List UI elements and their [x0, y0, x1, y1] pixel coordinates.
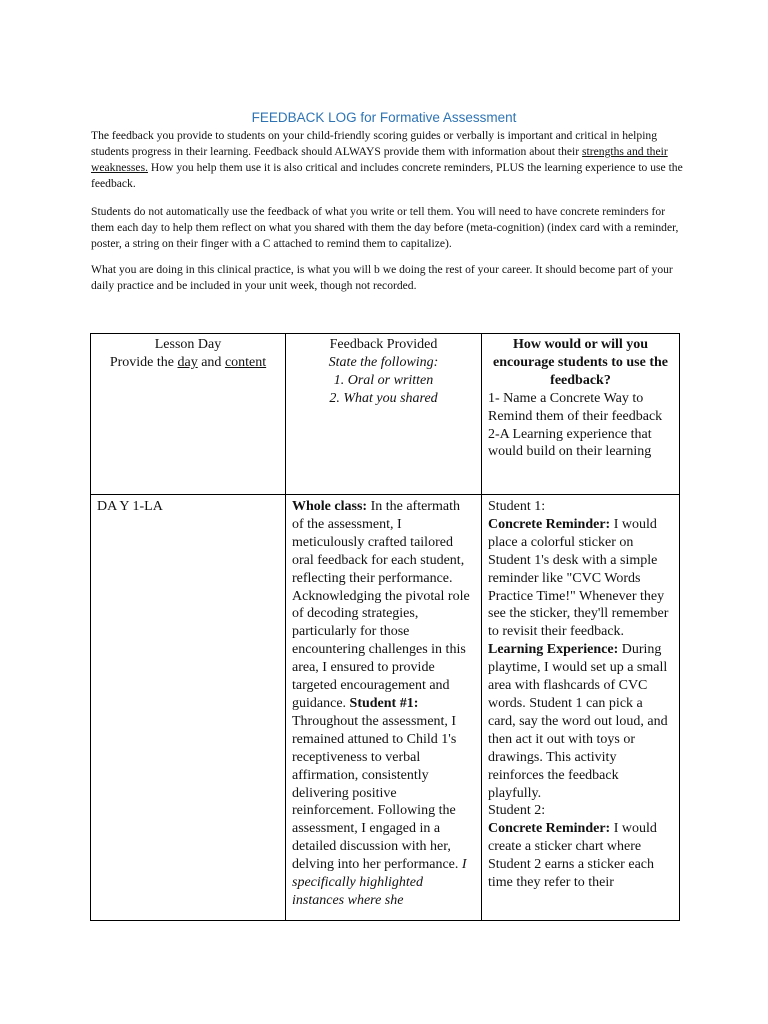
p1-underlined-weaknesses: weaknesses.	[91, 161, 148, 174]
encourage-title: How would or will you encourage students to use the feedback?	[493, 337, 668, 388]
student1-heading: Student 1:	[488, 499, 546, 514]
intro-paragraph-1	[91, 128, 691, 192]
lesson-day-value: DA Y 1-LA	[97, 499, 163, 514]
lesson-day-instructions: Provide the day and content	[109, 354, 267, 370]
document-title: FEEDBACK LOG for Formative Assessment	[251, 110, 517, 125]
feedback-provided-title: Feedback Provided	[329, 337, 438, 352]
p1-text-c: How you help them use it is also critical and includes concrete reminders, PLUS the learning experience to use the feedback.	[91, 161, 683, 190]
student1-text: Throughout the assessment, I remained attuned to Child 1's receptiveness to verbal affirmation, consistently delivering positive reinforcement. Following the assessment, I engaged in a detailed discussion with her, delving into her performance.	[292, 713, 459, 873]
s1-reminder-label: Concrete Reminder:	[488, 516, 611, 532]
p1-underlined-strengths: strengths and their	[582, 145, 668, 158]
header-feedback-provided	[286, 334, 482, 495]
whole-class-label: Whole class:	[292, 499, 368, 514]
student2-heading: Student 2:	[488, 803, 546, 819]
feedback-list-item-2: 2. What you shared	[329, 390, 438, 406]
feedback-list-item-1: 1. Oral or written	[333, 372, 434, 388]
header-lesson-day	[91, 334, 286, 495]
s1-reminder-text: I would place a colorful sticker on Student 1's desk with a simple reminder like "CVC Words Practice Time!" Whenever they see the sticker, they'll remember to revisit their feedback.	[488, 516, 669, 640]
s2-reminder-text: I would create a sticker chart where Student 2 earns a sticker each time they refer to their	[488, 821, 657, 891]
underlined-content: content	[224, 354, 267, 370]
feedback-provided-instruction: State the following:	[328, 354, 439, 370]
underlined-day: day	[177, 354, 198, 370]
intro-paragraph-2: Students do not automatically use the feedback of what you write or tell them. You will need to have concrete reminders for them each day to help them reflect on what you shared with them the day before (meta-cognition) (index card with a reminder, poster, a string on their finger with a C attached to remind them to capitalize).	[91, 205, 679, 250]
encourage-line-1: 1- Name a Concrete Way to Remind them of their feedback	[488, 390, 663, 424]
p1-text-a: The feedback you provide to students on your child-friendly scoring guides or verbally is important and critical in helping students progress in their learning. Feedback should ALWAYS provide them with information about their	[91, 129, 658, 158]
feedback-log-table	[90, 333, 680, 921]
table-header-row	[91, 334, 680, 495]
intro-paragraph-3: What you are doing in this clinical practice, is what you will b we doing the rest of your career. It should become part of your daily practice and be included in your unit week, though not recorded.	[91, 263, 673, 292]
cell-feedback-provided	[286, 495, 482, 921]
encourage-line-2: 2-A Learning experience that would build on their learning	[488, 426, 652, 460]
header-encourage-students	[482, 334, 680, 495]
student1-label: Student #1:	[349, 695, 419, 711]
cell-lesson-day	[91, 495, 286, 921]
student1-italic-text: I specifically highlighted instances where she	[292, 857, 467, 908]
s2-reminder-label: Concrete Reminder:	[488, 821, 611, 837]
whole-class-text: In the aftermath of the assessment, I meticulously crafted tailored oral feedback for each student, reflecting their performance. Acknowledging the pivotal role of decoding strategies, particularly for those encountering challenges in this area, I ensured to provide targeted encouragement and guidance.	[292, 499, 470, 711]
lesson-day-title: Lesson Day	[154, 337, 222, 352]
table-row	[91, 495, 680, 921]
s1-learning-label: Learning Experience:	[488, 642, 619, 658]
cell-encourage-plan	[482, 495, 680, 921]
s1-learning-text: During playtime, I would set up a small area with flashcards of CVC words. Student 1 can pick a card, say the word out loud, and then act it out with toys or drawings. This activity reinforces the feedback playfully.	[488, 642, 668, 801]
